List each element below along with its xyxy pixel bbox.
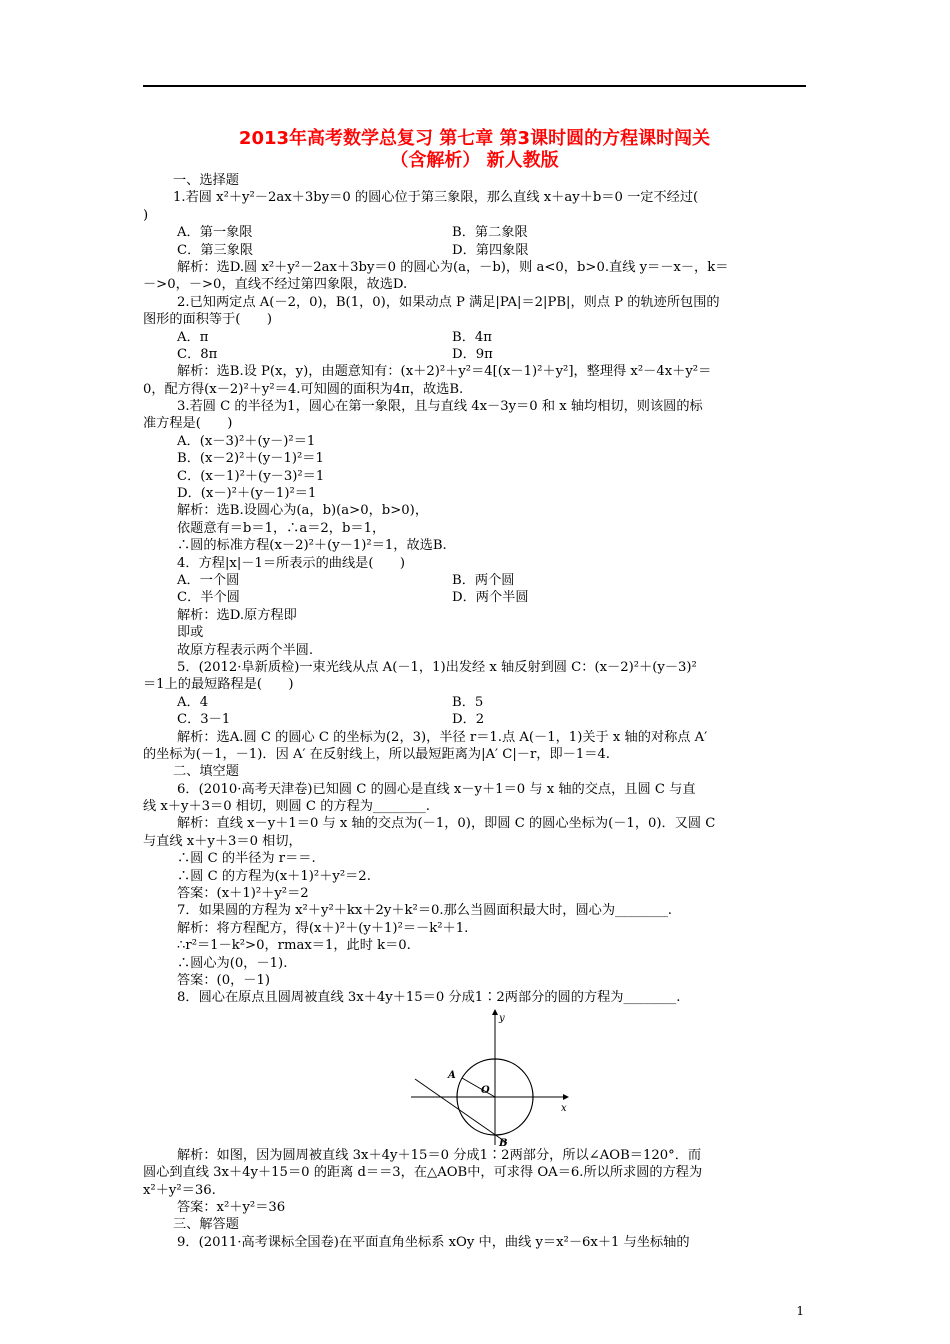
q4-solution-2: 即或 <box>177 625 204 641</box>
q1-options-row-2 <box>143 242 815 259</box>
q4-option-c: C．半个圆 <box>177 590 240 606</box>
point-b-label: B <box>499 1137 508 1147</box>
q4-options-row-2 <box>143 589 815 606</box>
q2-option-c: C．8π <box>177 346 218 362</box>
q6-answer: 答案：(x＋1)²＋y²＝2 <box>177 886 309 902</box>
q6-solution-cont: 与直线 x＋y＋3＝0 相切， <box>143 833 302 849</box>
question-3-cont: 准方程是( ) <box>143 416 233 432</box>
q5-option-b: B．5 <box>452 694 484 710</box>
q8-solution-3: x²＋y²＝36. <box>143 1182 216 1198</box>
question-6: 6．(2010·高考天津卷)已知圆 C 的圆心是直线 x－y＋1＝0 与 x 轴的交点，且圆 C 与直 <box>177 781 696 797</box>
q5-option-d: D．2 <box>452 712 485 728</box>
q4-options-row-1 <box>143 572 815 589</box>
document-title-line-1: 2013年高考数学总复习 第七章 第3课时圆的方程课时闯关 <box>238 128 711 149</box>
q5-options-row-2 <box>143 711 815 728</box>
q1-option-c: C．第三象限 <box>177 242 254 258</box>
q2-solution-cont: 0，配方得(x－2)²＋y²＝4.可知圆的面积为4π，故选B. <box>143 381 464 397</box>
q4-option-a: A．一个圆 <box>177 572 240 588</box>
section-heading-solve: 三、解答题 <box>173 1217 239 1233</box>
q5-solution-cont: 的坐标为(－1，－1)．因 A′ 在反射线上，所以最短距离为|A′ C|－r，即－1＝4. <box>143 746 610 762</box>
document-title-line-2: （含解析） 新人教版 <box>390 150 559 171</box>
circle-diagram <box>411 1009 571 1147</box>
q5-option-a: A．4 <box>177 694 209 710</box>
q7-solution: 解析：将方程配方，得(x＋)²＋(y＋1)²＝－k²＋1. <box>177 920 469 936</box>
question-4: 4．方程|x|－1＝所表示的曲线是( ) <box>177 555 406 571</box>
q2-option-b: B．4π <box>452 329 492 345</box>
question-3: 3.若圆 C 的半径为1，圆心在第一象限，且与直线 4x－3y＝0 和 x 轴均相切，则该圆的标 <box>177 399 703 415</box>
q6-solution-2: ∴圆 C 的半径为 r＝＝. <box>177 851 316 867</box>
page-number: 1 <box>796 1304 804 1318</box>
q2-options-row-1 <box>143 329 815 346</box>
x-axis-arrow <box>563 1094 569 1100</box>
q8-answer: 答案：x²＋y²＝36 <box>177 1199 286 1215</box>
q1-options-row-1 <box>143 224 815 241</box>
q1-option-b: B．第二象限 <box>452 225 528 241</box>
q5-options-row-1 <box>143 694 815 711</box>
q8-figure <box>143 1007 815 1147</box>
segment-oa <box>462 1078 495 1097</box>
q8-solution-2: 圆心到直线 3x＋4y＋15＝0 的距离 d＝＝3，在△AOB中，可求得 OA＝6.所以所求圆的方程为 <box>143 1165 703 1181</box>
question-8: 8．圆心在原点且圆周被直线 3x＋4y＋15＝0 分成1∶2两部分的圆的方程为________. <box>177 990 681 1006</box>
section-heading-fill: 二、填空题 <box>173 764 239 780</box>
origin-label: O <box>481 1084 490 1096</box>
q1-option-a: A．第一象限 <box>177 225 253 241</box>
q4-option-b: B．两个圆 <box>452 572 515 588</box>
q2-option-d: D．9π <box>452 346 493 362</box>
question-5-cont: ＝1上的最短路程是( ) <box>143 677 294 693</box>
q2-solution: 解析：选B.设 P(x，y)，由题意知有：(x＋2)²＋y²＝4[(x－1)²＋y²]，整理得 x²－4x＋y²＝ <box>177 364 712 380</box>
line-3x4y15 <box>415 1079 507 1143</box>
question-5: 5．(2012·阜新质检)一束光线从点 A(－1，1)出发经 x 轴反射到圆 C：(x－2)²＋(y－3)² <box>177 659 697 675</box>
q5-solution: 解析：选A.圆 C 的圆心 C 的坐标为(2，3)，半径 r＝1.点 A(－1，1)关于 x 轴的对称点 A′ <box>177 729 708 745</box>
q3-option-d: D．(x－)²＋(y－1)²＝1 <box>177 486 317 502</box>
q2-option-a: A．π <box>177 329 209 345</box>
question-1: 1.若圆 x²＋y²－2ax＋3by＝0 的圆心位于第三象限，那么直线 x＋ay＋b＝0 一定不经过( <box>173 190 699 206</box>
question-1-cont: ) <box>143 207 149 223</box>
document-body <box>143 172 815 1251</box>
q7-answer: 答案：(0，－1) <box>177 972 271 988</box>
q7-solution-3: ∴圆心为(0，－1). <box>177 955 288 971</box>
q7-solution-2: ∴r²＝1－k²>0，rmax＝1，此时 k＝0. <box>177 938 411 954</box>
question-6-cont: 线 x＋y＋3＝0 相切，则圆 C 的方程为________. <box>143 799 430 815</box>
q1-option-d: D．第四象限 <box>452 242 529 258</box>
question-2-cont: 图形的面积等于( ) <box>143 312 272 328</box>
q4-option-d: D．两个半圆 <box>452 590 529 606</box>
q6-solution-3: ∴圆 C 的方程为(x＋1)²＋y²＝2. <box>177 868 371 884</box>
q5-option-c: C．3－1 <box>177 712 231 728</box>
x-label: x <box>561 1102 567 1114</box>
q8-solution: 解析：如图，因为圆周被直线 3x＋4y＋15＝0 分成1∶2两部分，所以∠AOB＝120°．而 <box>177 1147 702 1163</box>
q3-solution: 解析：选B.设圆心为(a，b)(a>0，b>0)， <box>177 503 429 519</box>
section-heading-choice: 一、选择题 <box>173 173 239 188</box>
q6-solution: 解析：直线 x－y＋1＝0 与 x 轴的交点为(－1，0)，即圆 C 的圆心坐标为(－1，0)．又圆 C <box>177 816 716 832</box>
q4-solution: 解析：选D.原方程即 <box>177 607 297 623</box>
q3-option-c: C．(x－1)²＋(y－3)²＝1 <box>177 468 325 484</box>
q3-option-a: A．(x－3)²＋(y－)²＝1 <box>177 433 316 449</box>
q3-solution-2: 依题意有＝b＝1，∴a＝2，b＝1， <box>177 520 386 536</box>
y-axis-arrow <box>492 1009 498 1015</box>
question-7: 7．如果圆的方程为 x²＋y²＋kx＋2y＋k²＝0.那么当圆面积最大时，圆心为________. <box>177 903 672 919</box>
point-a-label: A <box>448 1069 456 1081</box>
q3-option-b: B．(x－2)²＋(y－1)²＝1 <box>177 451 324 467</box>
question-2: 2.已知两定点 A(－2，0)，B(1，0)，如果动点 P 满足|PA|＝2|PB|，则点 P 的轨迹所包围的 <box>177 294 720 310</box>
q2-options-row-2 <box>143 346 815 363</box>
y-label: y <box>499 1012 505 1024</box>
q4-solution-3: 故原方程表示两个半圆. <box>177 642 314 658</box>
q1-solution-cont: －>0，－>0，直线不经过第四象限，故选D. <box>143 277 408 293</box>
q1-solution: 解析：选D.圆 x²＋y²－2ax＋3by＝0 的圆心为(a，－b)，则 a<0，b>0.直线 y＝－x－，k＝ <box>177 259 729 275</box>
question-9: 9．(2011·高考课标全国卷)在平面直角坐标系 xOy 中，曲线 y＝x²－6x＋1 与坐标轴的 <box>177 1234 690 1250</box>
header-rule <box>143 85 806 87</box>
q3-solution-3: ∴圆的标准方程(x－2)²＋(y－1)²＝1，故选B. <box>177 538 447 554</box>
